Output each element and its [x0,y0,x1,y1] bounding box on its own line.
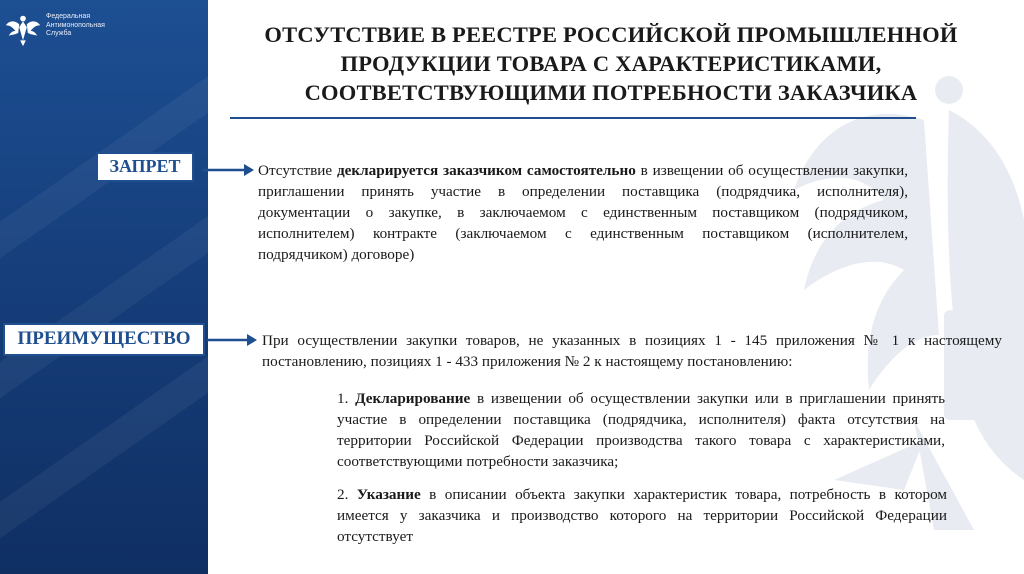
logo-line: Антимонопольная [46,21,105,29]
list-item-bold: Декларирование [355,390,471,407]
title-line: СООТВЕТСТВУЮЩИМИ ПОТРЕБНОСТИ ЗАКАЗЧИКА [304,80,918,105]
list-item-text: в извещении об осуществлении закупки или в приглашении принять участие в определении поставщика (подрядчика, исполнителя) факта отсутствия на территории Российской Федерации производства такого товара с характеристиками, соответствующими потребности заказчика; [337,390,946,470]
list-item-2 [337,484,947,547]
list-item-text: в описании объекта закупки характеристик товара, потребность в котором имеется у заказчика и производство которого на территории Российской Федерации отсутствует [337,486,947,545]
list-item-number: 1. [337,390,356,407]
list-item-1 [337,388,945,472]
zapret-text-bold: декларируется заказчиком самостоятельно [336,162,636,179]
list-item-bold: Указание [356,486,421,503]
preimushchestvo-label: ПРЕИМУЩЕСТВО [3,323,205,356]
left-side-panel [0,0,208,574]
arrow-right-icon [207,333,257,347]
title-line: ОТСУТСТВИЕ В РЕЕСТРЕ РОССИЙСКОЙ ПРОМЫШЛЕННОЙ [264,22,958,47]
eagle-emblem-icon [4,10,42,48]
zapret-text [258,160,908,265]
logo-line: Служба [46,30,72,37]
zapret-text-post: в извещении об осуществлении закупки, приглашении принять участие в определении поставщика (подрядчика, исполнителя), документации о закупке, в заключаемом с единственным поставщиком (подрядчиком, исполнителем) контракте (заключаемом с единственным поставщиком (исполнителем, подрядчиком) договоре) [258,162,908,263]
title-line: ПРОДУКЦИИ ТОВАРА С ХАРАКТЕРИСТИКАМИ, [340,51,882,76]
logo-caption [46,13,105,39]
slide-title [216,20,1006,107]
preimushchestvo-intro: При осуществлении закупки товаров, не указанных в позициях 1 - 145 приложения № 1 к настоящему постановлению, позициях 1 - 433 приложения № 2 к настоящему постановлению: [262,332,1002,370]
list-item-number: 2. [337,486,357,503]
title-underline [230,117,916,119]
zapret-label: ЗАПРЕТ [96,152,194,182]
arrow-right-icon [202,163,254,177]
zapret-text-pre: Отсутствие [258,162,337,179]
logo-line: Федеральная [46,13,91,20]
